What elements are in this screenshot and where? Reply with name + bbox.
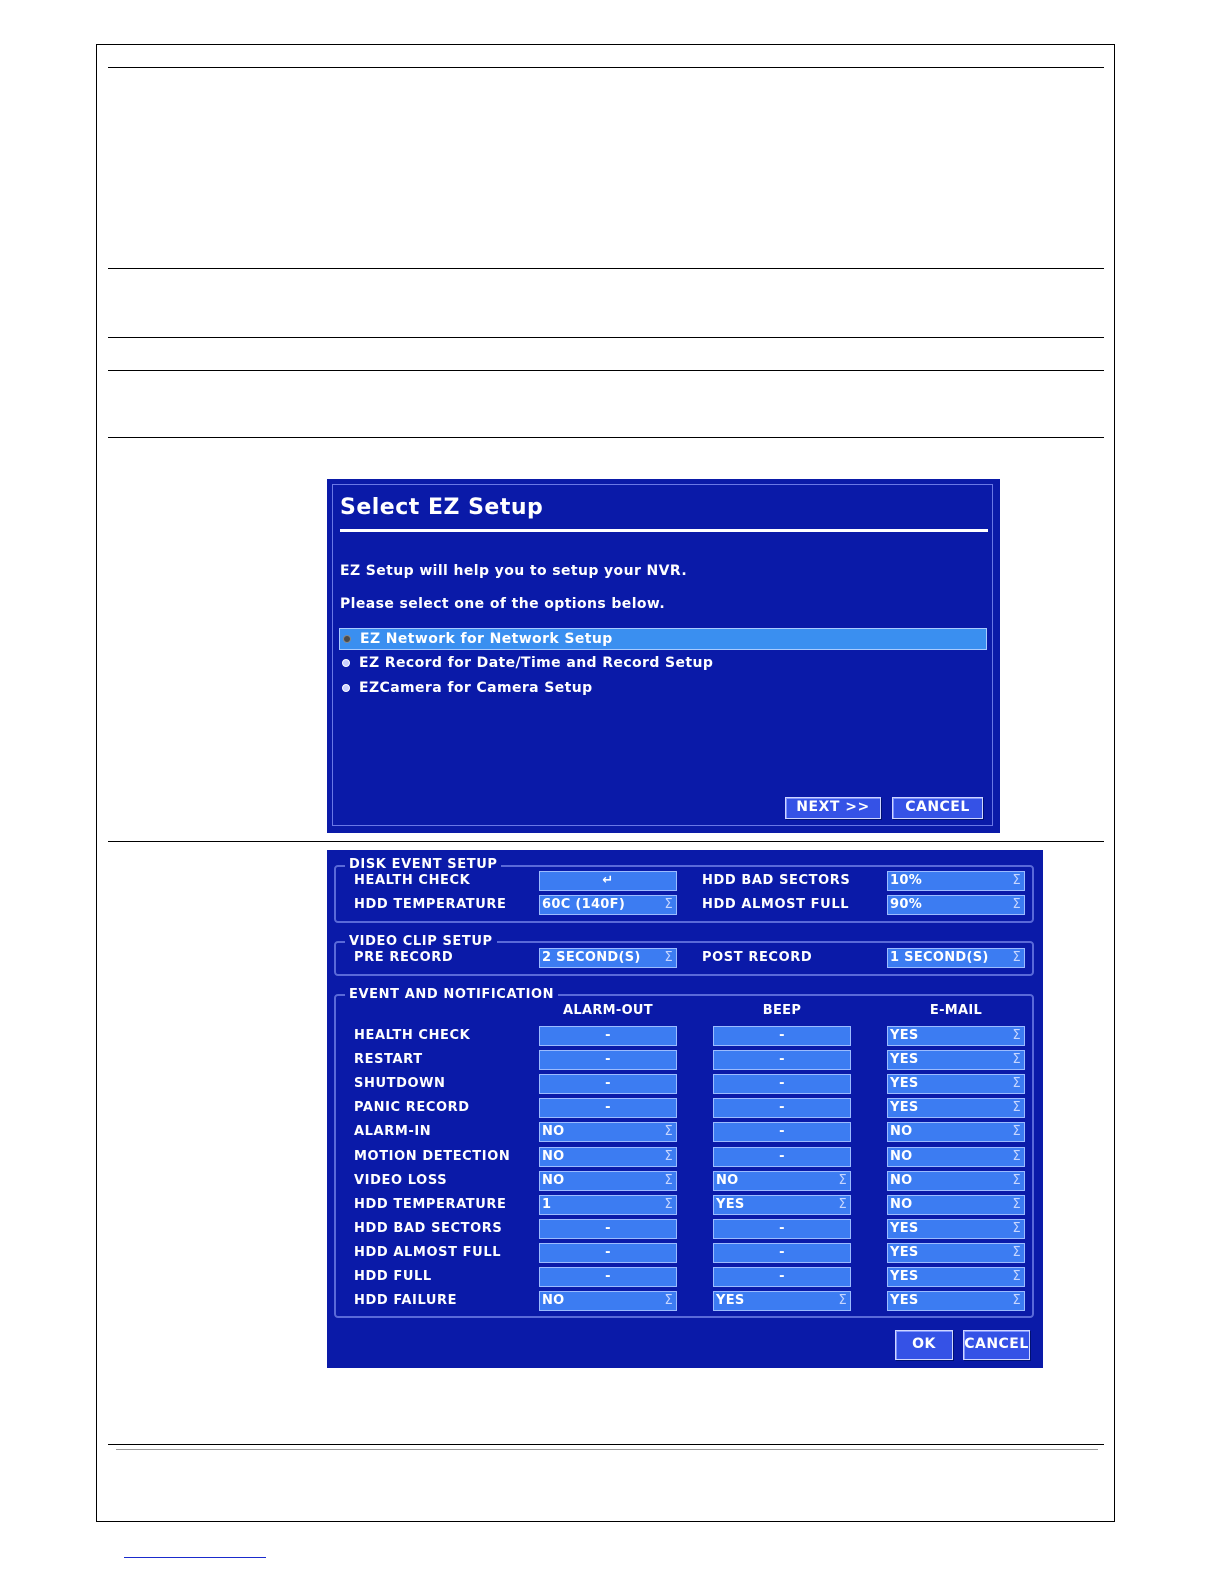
event-row-label: HDD ALMOST FULL	[354, 1244, 502, 1260]
table-rule	[108, 268, 1104, 269]
spin-icon: Σ	[838, 1293, 847, 1309]
spin-icon: Σ	[1012, 873, 1021, 888]
select-value: NO	[716, 1172, 739, 1188]
alarm-out-select[interactable]	[539, 1195, 677, 1215]
hdd-temperature-label: HDD TEMPERATURE	[354, 897, 507, 912]
select-value: NO	[890, 1124, 913, 1140]
event-row-label: VIDEO LOSS	[354, 1172, 448, 1188]
spin-icon: Σ	[1012, 1196, 1021, 1212]
select-value: 1 SECOND(S)	[890, 950, 989, 965]
footer-link-underline	[124, 1557, 266, 1558]
alarm-out-select[interactable]	[539, 1171, 677, 1191]
option-label: EZ Network for Network Setup	[360, 631, 613, 647]
pre-record-select[interactable]	[539, 948, 677, 968]
beep-select[interactable]	[713, 1171, 851, 1191]
select-value: -	[605, 1220, 611, 1236]
option-ez-camera[interactable]	[339, 678, 987, 700]
select-value: -	[605, 1028, 611, 1043]
spin-icon: Σ	[1012, 950, 1021, 965]
spin-icon: Σ	[664, 1293, 673, 1309]
alarm-out-select[interactable]	[539, 1267, 677, 1287]
email-select[interactable]	[887, 1243, 1025, 1263]
select-value: -	[779, 1148, 785, 1164]
select-value: -	[605, 1076, 611, 1092]
spin-icon: Σ	[664, 1196, 673, 1212]
select-value: 1	[542, 1196, 552, 1212]
beep-select[interactable]	[713, 1098, 851, 1118]
select-value: 2 SECOND(S)	[542, 950, 641, 965]
cancel-button[interactable]: CANCEL	[892, 797, 983, 819]
ok-button[interactable]: OK	[895, 1330, 953, 1360]
spin-icon: Σ	[1012, 1220, 1021, 1236]
alarm-out-select[interactable]	[539, 1074, 677, 1094]
spin-icon: Σ	[1012, 1269, 1021, 1284]
option-ez-network[interactable]	[339, 628, 987, 650]
health-check-field[interactable]	[539, 871, 677, 891]
hdd-almost-full-label: HDD ALMOST FULL	[702, 897, 850, 912]
title-divider	[340, 529, 988, 532]
select-value: 60C (140F)	[542, 897, 626, 912]
alarm-out-select[interactable]	[539, 1219, 677, 1239]
select-value: -	[779, 1269, 785, 1284]
spin-icon: Σ	[838, 1172, 847, 1188]
post-record-select[interactable]	[887, 948, 1025, 968]
select-value: YES	[890, 1244, 919, 1260]
select-value: NO	[542, 1172, 565, 1188]
beep-select[interactable]	[713, 1195, 851, 1215]
select-value: NO	[542, 1293, 565, 1309]
beep-select[interactable]	[713, 1243, 851, 1263]
select-value: YES	[716, 1196, 745, 1212]
option-label: EZ Record for Date/Time and Record Setup	[359, 655, 714, 671]
email-select[interactable]	[887, 1171, 1025, 1191]
ez-setup-intro: EZ Setup will help you to setup your NVR.	[340, 563, 688, 579]
select-value: NO	[890, 1148, 913, 1164]
table-rule	[108, 67, 1104, 68]
table-rule	[108, 370, 1104, 371]
beep-select[interactable]	[713, 1291, 851, 1311]
select-value: -	[605, 1244, 611, 1260]
email-select[interactable]	[887, 1026, 1025, 1046]
select-value: -	[779, 1076, 785, 1092]
select-value: -	[779, 1028, 785, 1043]
hdd-temperature-select[interactable]	[539, 895, 677, 915]
email-select[interactable]	[887, 1122, 1025, 1142]
spin-icon: Σ	[1012, 1293, 1021, 1309]
ez-setup-dialog	[327, 479, 1000, 833]
radio-bullet-icon	[342, 659, 350, 667]
event-notification-group-title: EVENT AND NOTIFICATION	[345, 987, 558, 1002]
select-value: NO	[542, 1124, 565, 1140]
select-value: YES	[890, 1076, 919, 1092]
email-select[interactable]	[887, 1147, 1025, 1167]
spin-icon: Σ	[664, 1172, 673, 1188]
select-value: 10%	[890, 873, 923, 888]
spin-icon: Σ	[664, 1148, 673, 1164]
event-row-label: SHUTDOWN	[354, 1076, 446, 1092]
spin-icon: Σ	[664, 1124, 673, 1140]
select-value: YES	[890, 1269, 919, 1284]
select-value: -	[779, 1100, 785, 1116]
spin-icon: Σ	[1012, 1124, 1021, 1140]
spin-icon: Σ	[1012, 1172, 1021, 1188]
select-value: NO	[542, 1148, 565, 1164]
event-row-label: HDD FULL	[354, 1269, 432, 1284]
select-value: 90%	[890, 897, 923, 912]
spin-icon: Σ	[664, 897, 673, 912]
email-select[interactable]	[887, 1074, 1025, 1094]
alarm-out-select[interactable]	[539, 1098, 677, 1118]
select-value: -	[779, 1220, 785, 1236]
hdd-bad-sectors-select[interactable]	[887, 871, 1025, 891]
beep-select[interactable]	[713, 1267, 851, 1287]
event-row-label: HDD FAILURE	[354, 1293, 458, 1309]
alarm-out-select[interactable]	[539, 1243, 677, 1263]
select-value: YES	[890, 1220, 919, 1236]
video-clip-group-title: VIDEO CLIP SETUP	[345, 934, 497, 949]
spin-icon: Σ	[1012, 897, 1021, 912]
event-row-label: ALARM-IN	[354, 1124, 432, 1140]
alarm-out-select[interactable]	[539, 1122, 677, 1142]
beep-select[interactable]	[713, 1219, 851, 1239]
cancel-button[interactable]: CANCEL	[963, 1330, 1030, 1360]
beep-select[interactable]	[713, 1147, 851, 1167]
select-value: YES	[890, 1293, 919, 1309]
spin-icon: Σ	[664, 950, 673, 965]
disk-event-group-title: DISK EVENT SETUP	[345, 857, 501, 872]
select-value: -	[779, 1124, 785, 1140]
pre-record-label: PRE RECORD	[354, 950, 454, 965]
table-rule	[108, 337, 1104, 338]
email-select[interactable]	[887, 1050, 1025, 1070]
ez-setup-instruction: Please select one of the options below.	[340, 596, 666, 612]
event-row-label: RESTART	[354, 1052, 423, 1068]
post-record-label: POST RECORD	[702, 950, 813, 965]
select-value: -	[779, 1052, 785, 1068]
table-rule	[116, 1449, 1098, 1450]
select-value: -	[605, 1100, 611, 1116]
email-select[interactable]	[887, 1267, 1025, 1287]
select-value: YES	[890, 1100, 919, 1116]
beep-select[interactable]	[713, 1074, 851, 1094]
email-select[interactable]	[887, 1219, 1025, 1239]
spin-icon: Σ	[1012, 1052, 1021, 1068]
next-button[interactable]: NEXT >>	[785, 797, 881, 819]
spin-icon: Σ	[1012, 1076, 1021, 1092]
select-value: -	[779, 1244, 785, 1260]
select-value: NO	[890, 1196, 913, 1212]
table-rule	[108, 437, 1104, 438]
email-select[interactable]	[887, 1291, 1025, 1311]
event-row-label: PANIC RECORD	[354, 1100, 470, 1116]
spin-icon: Σ	[1012, 1100, 1021, 1116]
beep-select[interactable]	[713, 1026, 851, 1046]
email-select[interactable]	[887, 1195, 1025, 1215]
table-rule	[108, 1444, 1104, 1445]
hdd-bad-sectors-label: HDD BAD SECTORS	[702, 873, 851, 888]
event-row-label: MOTION DETECTION	[354, 1148, 511, 1164]
ez-setup-title: Select EZ Setup	[340, 495, 544, 520]
event-row-label: HEALTH CHECK	[354, 1028, 471, 1043]
table-rule	[108, 841, 1104, 842]
alarm-out-select[interactable]	[539, 1147, 677, 1167]
radio-bullet-icon	[343, 635, 351, 643]
beep-select[interactable]	[713, 1050, 851, 1070]
select-value: YES	[890, 1052, 919, 1068]
option-ez-record[interactable]	[339, 653, 987, 675]
select-value: YES	[716, 1293, 745, 1309]
disk-event-dialog	[327, 850, 1043, 1368]
column-header-alarm-out: ALARM-OUT	[563, 1003, 653, 1018]
select-value: YES	[890, 1028, 919, 1043]
event-row-label: HDD TEMPERATURE	[354, 1196, 507, 1212]
spin-icon: Σ	[1012, 1244, 1021, 1260]
email-select[interactable]	[887, 1098, 1025, 1118]
column-header-email: E-MAIL	[929, 1003, 983, 1018]
spin-icon: Σ	[1012, 1148, 1021, 1164]
spin-icon: Σ	[1012, 1028, 1021, 1043]
radio-bullet-icon	[342, 684, 350, 692]
alarm-out-select[interactable]	[539, 1026, 677, 1046]
select-value: -	[605, 1269, 611, 1284]
hdd-almost-full-select[interactable]	[887, 895, 1025, 915]
select-value: -	[605, 1052, 611, 1068]
beep-select[interactable]	[713, 1122, 851, 1142]
option-label: EZCamera for Camera Setup	[359, 680, 593, 696]
health-check-label: HEALTH CHECK	[354, 873, 471, 888]
alarm-out-select[interactable]	[539, 1291, 677, 1311]
alarm-out-select[interactable]	[539, 1050, 677, 1070]
enter-icon: ↵	[602, 873, 614, 888]
select-value: NO	[890, 1172, 913, 1188]
event-row-label: HDD BAD SECTORS	[354, 1220, 503, 1236]
spin-icon: Σ	[838, 1196, 847, 1212]
column-header-beep: BEEP	[762, 1003, 802, 1018]
